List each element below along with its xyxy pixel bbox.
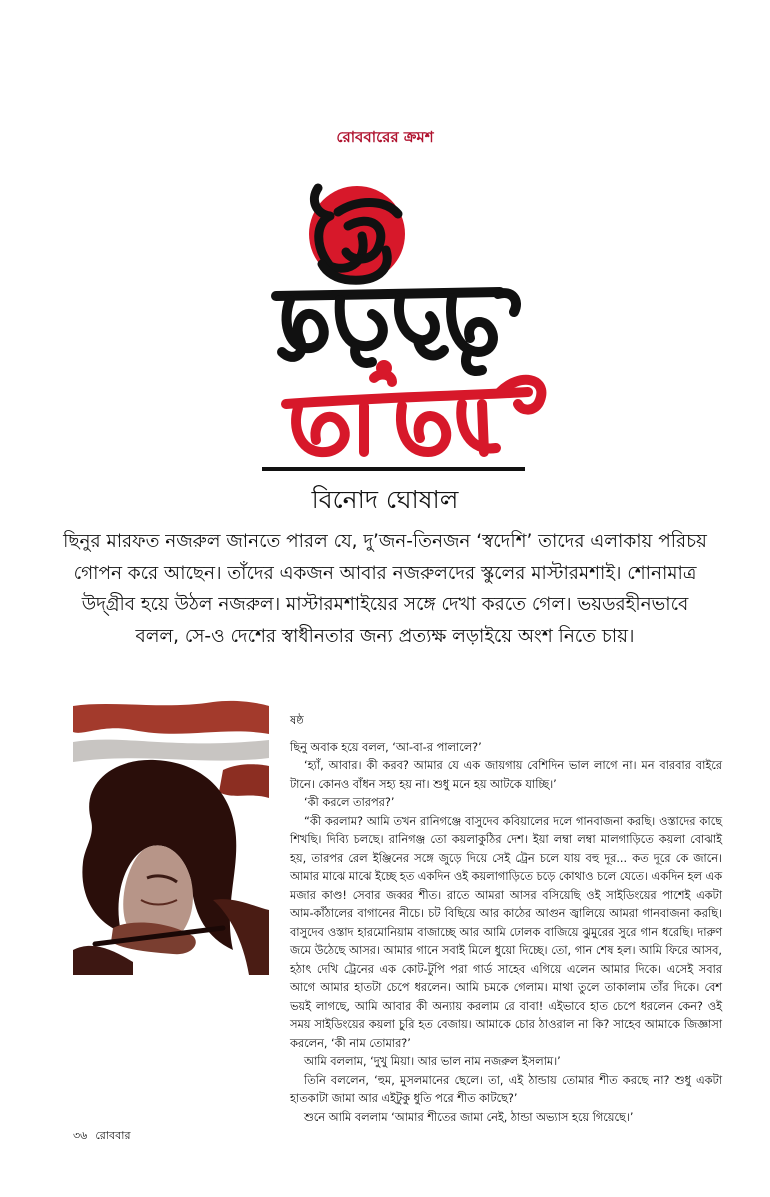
title-banshi-glyphs — [286, 365, 541, 452]
story-body — [290, 712, 722, 1127]
body-paragraph: ছিনু অবাক হয়ে বলল, ‘আ-বা-র পালালে?’ — [290, 740, 482, 754]
sky-wash-right — [219, 764, 269, 798]
red-sun-circle — [309, 186, 405, 282]
body-paragraph: “কী করলাম? আমি তখন রানিগঞ্জে বাসুদেব কবিয়ালের দলে গানবাজনা করছি। ওস্তাদের কাছে শিখছি। দিব্যি চলছে। রানিগঞ্জ তো কয়লাকুঠির দেশ। ইয়া লম্বা লম্বা মালগাড়িতে কয়লা বোঝাই হয়, তারপর রেল ইঞ্জিনের সঙ্গে জুড়ে দিয়ে সেই ট্রেন চলে যায় বহু দূর... কত দূরে কে জানে। আমার মাঝে মাঝে ইচ্ছে হত একদিন ওই কয়লাগাড়িতে চড়ে কোথাও চলে যেতে। একদিন হল এক মজার কাণ্ড! সেবার জব্বর শীত। রাতে আমরা আসর বসিয়েছি ওই সাইডিংয়ের পাশেই একটা আম-কাঁঠালের বাগানের নীচে। চট বিছিয়ে আর কাঠের আগুন জ্বালিয়ে আমরা গানবাজনা করছি। বাসুদেব ওস্তাদ হারমোনিয়াম বাজাচ্ছে আর আমি ঢোলক বাজিয়ে ঝুমুরের সুরে গান ধরেছি। দারুণ জমে উঠেছে আসর। আমার গানে সবাই মিলে ধুয়ো দিচ্ছে। তো, গান শেষ হল। আমি ফিরে আসব, হঠাৎ দেখি ট্রেনের এক কোট-টুপি পরা গার্ড সাহেব এগিয়ে এলেন আমার দিকে। এসেই সবার আগে আমার হাতটা চেপে ধরলেন। আমি চমকে গেলাম। মাথা তুলে তাকালাম তাঁর দিকে। বেশ ভয়ই লাগছে, আমি আবার কী অন্যায় করলাম রে বাবা! এইভাবে হাত চেপে ধরলেন কেন? ওই সময় সাইডিংয়ের কয়লা চুরি হত বেজায়। আমাকে চোর ঠাওরাল না কি? সাহেব আমাকে জিজ্ঞাসা করলেন, ‘কী নাম তোমার?’ — [290, 814, 722, 1050]
body-paragraph: শুনে আমি বললাম ‘আমার শীতের জামা নেই, ঠান্ডা অভ্যাস হয়ে গিয়েছে।’ — [304, 1110, 634, 1124]
section-label: রোববারের ক্রমশ — [336, 128, 434, 146]
body-paragraph: তিনি বললেন, ‘হুম, মুসলমানের ছেলে। তা, এই ঠান্ডায় তোমার শীত করছে না? শুধু একটা হাতকাটা জামা আর এইটুকু ধুতি পরে শীত কাটছে?’ — [290, 1073, 722, 1105]
title-ke-glyph — [314, 188, 398, 280]
nazrul-flute-illustration — [73, 700, 269, 975]
chapter-heading: ষষ্ঠ — [290, 714, 304, 727]
body-paragraph: আমি বললাম, ‘দুখু মিয়া। আর ভাল নাম নজরুল ইসলাম।’ — [304, 1055, 561, 1068]
author-byline: বিনোদ ঘোষাল — [311, 485, 459, 514]
body-paragraph: ‘কী করলে তারপর?’ — [304, 796, 395, 809]
magazine-name: রোববার — [95, 1129, 131, 1142]
body-paragraph: ‘হ্যাঁ, আবার। কী করব? আমার যে এক জায়গায় বেশিদিন ভাল লাগে না। মন বারবার বাইরে টানে। কোনও বাঁধন সহ্য হয় না। শুধু মনে হয় আটকে যাচ্ছি।’ — [290, 759, 722, 791]
page-footer — [73, 1127, 131, 1146]
sky-wash-top — [73, 701, 269, 734]
page-number: ৩৬ — [73, 1129, 88, 1142]
title-middle-glyphs — [276, 292, 516, 371]
intro-paragraph: ছিনুর মারফত নজরুল জানতে পারল যে, দু’জন-তিনজন ‘স্বদেশি’ তাদের এলাকায় পরিচয় গোপন করে আছেন। তাঁদের একজন আবার নজরুলদের স্কুলের মাস্টারমশাই। শোনামাত্র উদ্গ্রীব হয়ে উঠল নজরুল। মাস্টারমশাইয়ের সঙ্গে দেখা করতে গেল। ভয়ডরহীনভাবে বলল, সে-ও দেশের স্বাধীনতার জন্য প্রত্যক্ষ লড়াইয়ে অংশ নিতে চায়। — [63, 531, 707, 647]
sky-wash-band — [73, 740, 269, 762]
title-rule — [262, 467, 525, 471]
title-calligraphy — [0, 0, 770, 480]
